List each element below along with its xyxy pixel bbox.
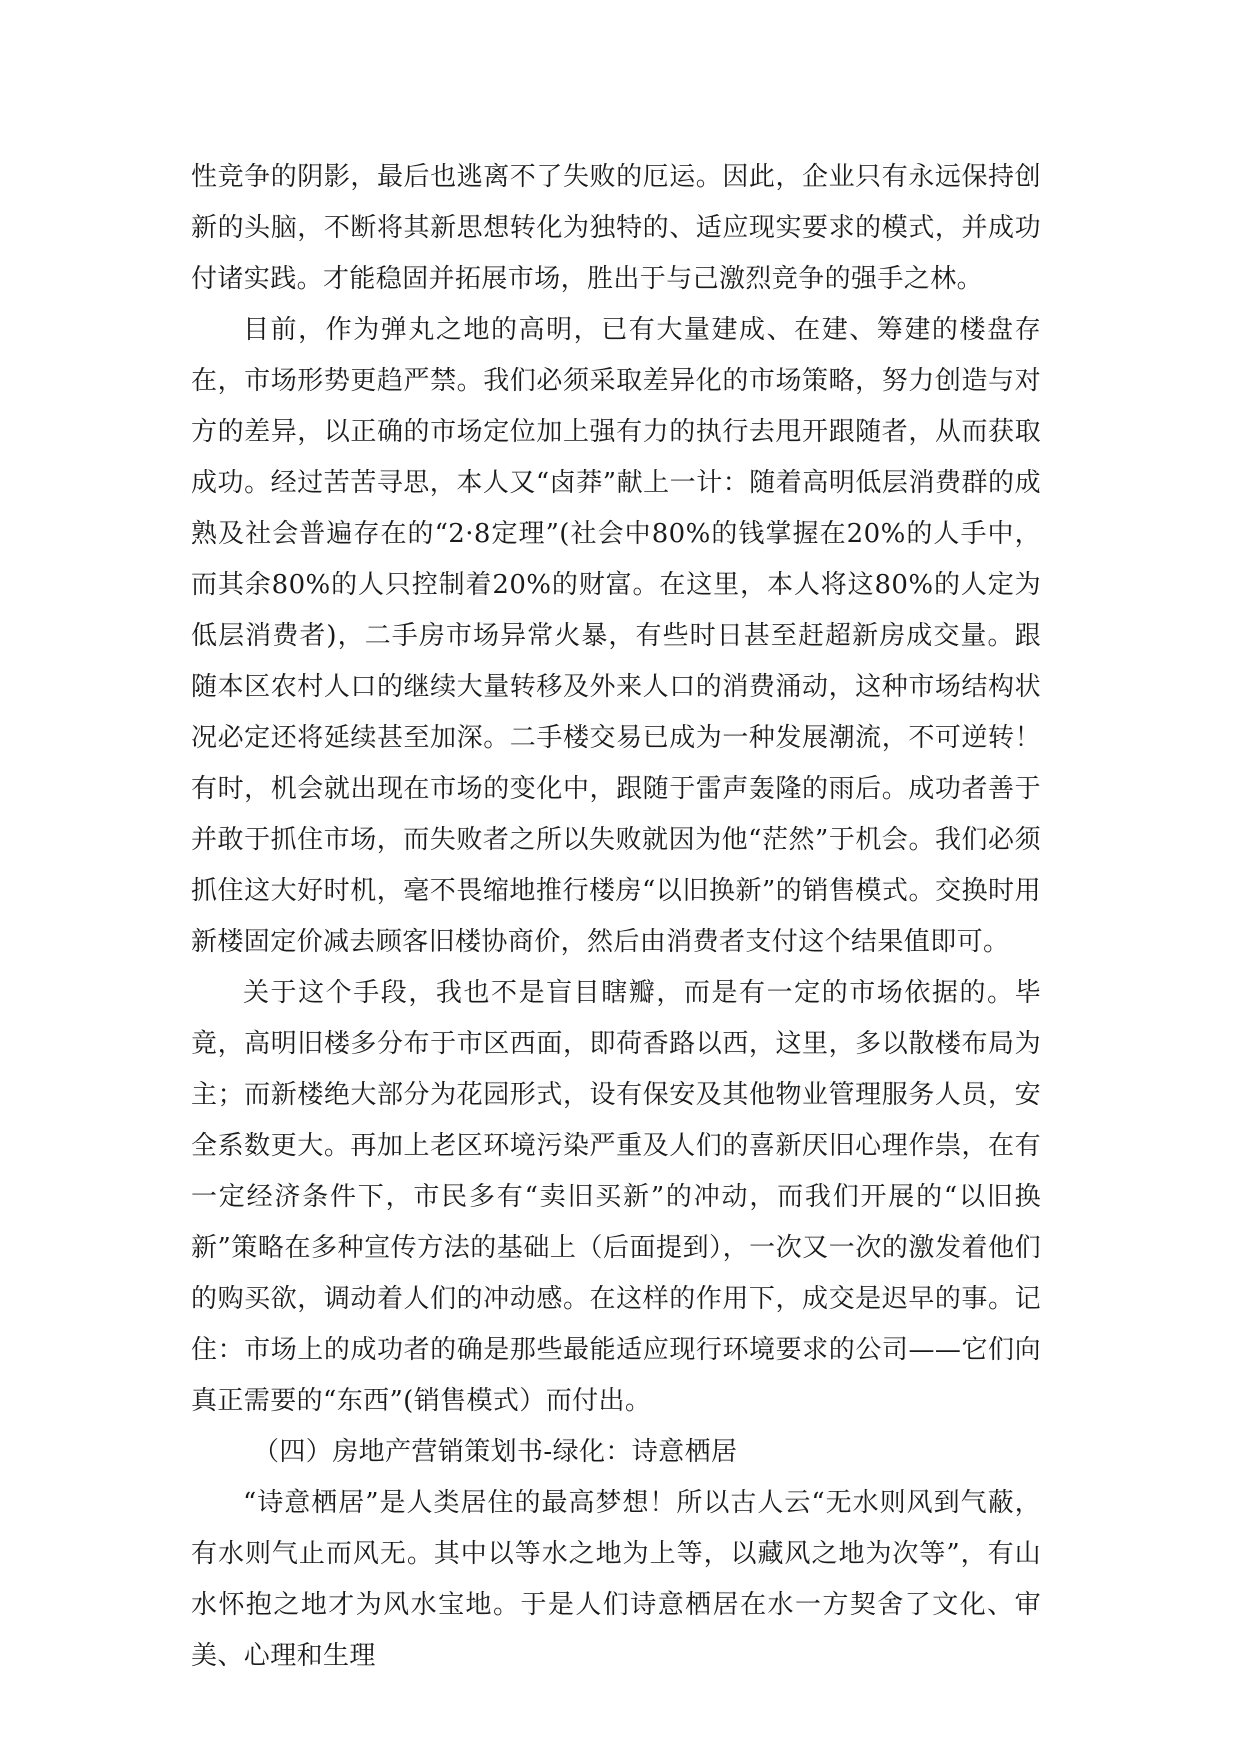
document-body <box>191 152 1041 1682</box>
section-heading-greening: （四）房地产营销策划书-绿化：诗意栖居 <box>253 1437 738 1467</box>
paragraph-market-basis: 关于这个手段，我也不是盲目瞎瓣，而是有一定的市场依据的。毕竟，高明旧楼多分布于市区西面，即荷香路以西，这里，多以散楼布局为主；而新楼绝大部分为花园形式，设有保安及其他物业管理服务人员，安全系数更大。再加上老区环境污染严重及人们的喜新厌旧心理作祟，在有一定经济条件下，市民多有“卖旧买新”的冲动，而我们开展的“以旧换新”策略在多种宣传方法的基础上（后面提到），一次又一次的激发着他们的购买欲，调动着人们的冲动感。在这样的作用下，成交是迟早的事。记住：市场上的成功者的确是那些最能适应现行环境要求的公司——它们向真正需要的“东西”(销售模式）而付出。 <box>191 978 1041 1416</box>
paragraph-continuation: 性竞争的阴影，最后也逃离不了失败的厄运。因此，企业只有永远保持创新的头脑，不断将其新思想转化为独特的、适应现实要求的模式，并成功付诸实践。才能稳固并拓展市场，胜出于与己激烈竞争的强手之林。 <box>191 162 1041 294</box>
paragraph-market-strategy: 目前，作为弹丸之地的高明，已有大量建成、在建、筹建的楼盘存在，市场形势更趋严禁。我们必须采取差异化的市场策略，努力创造与对方的差异，以正确的市场定位加上强有力的执行去甩开跟随者，从而获取成功。经过苦苦寻思，本人又“卤莽”献上一计：随着高明低层消费群的成熟及社会普遍存在的“2·8定理”(社会中80%的钱掌握在20%的人手中，而其余80%的人只控制着20%的财富。在这里，本人将这80%的人定为低层消费者)，二手房市场异常火暴，有些时日甚至赶超新房成交量。跟随本区农村人口的继续大量转移及外来人口的消费涌动，这种市场结构状况必定还将延续甚至加深。二手楼交易已成为一种发展潮流，不可逆转！有时，机会就出现在市场的变化中，跟随于雷声轰隆的雨后。成功者善于并敢于抓住市场，而失败者之所以失败就因为他“茫然”于机会。我们必须抓住这大好时机，毫不畏缩地推行楼房“以旧换新”的销售模式。交换时用新楼固定价减去顾客旧楼协商价，然后由消费者支付这个结果值即可。 <box>191 315 1041 957</box>
paragraph-poetic-dwelling: “诗意栖居”是人类居住的最高梦想！所以古人云“无水则风到气蔽，有水则气止而风无。其中以等水之地为上等，以藏风之地为次等”，有山水怀抱之地才为风水宝地。于是人们诗意栖居在水一方契舍了文化、审美、心理和生理 <box>191 1488 1041 1671</box>
